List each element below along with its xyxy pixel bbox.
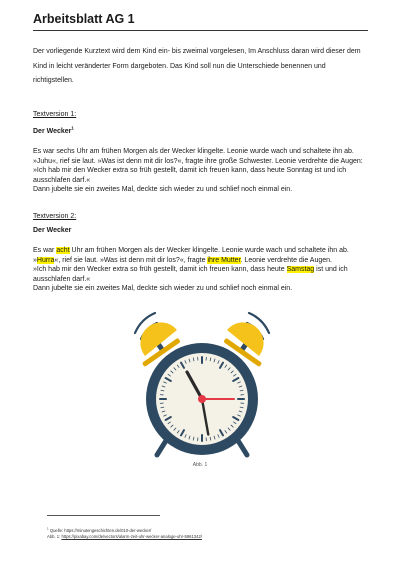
version2-label: Textversion 2: (33, 213, 77, 220)
highlight-change: Hurra (36, 256, 55, 264)
version1-story-title (33, 127, 74, 137)
version1-paragraph-2: »Ich hab mir den Wecker extra so früh gestellt, damit ich freuen kann, dass heute Sonntag ist und ich ausschlafen darf.« (33, 167, 347, 184)
clock-center (198, 395, 206, 403)
figure-credit-label: Abb. 1: (47, 534, 62, 540)
intro-paragraph: Der vorliegende Kurztext wird dem Kind ein- bis zweimal vorgelesen, Im Anschluss daran wird dieser dem Kind in leicht veränderter Form dargeboten. Das Kind soll nun die Unterschiede benennen und richtigstellen. (33, 48, 361, 84)
version2-text (33, 246, 373, 294)
version1-label: Textversion 1: (33, 111, 77, 118)
footnote-2 (47, 534, 377, 540)
version1-paragraph-1: Es war sechs Uhr am frühen Morgen als der Wecker klingelte. Leonie wurde wach und schaltete ihn ab. »Juhu«, rief sie laut. »Was ist denn mit dir los?«, fragte ihre große Schwester. Leonie verdrehte die Augen: (33, 148, 363, 165)
version1-text (33, 147, 373, 195)
version1-paragraph-3: Dann jubelte sie ein zweites Mal, deckte sich wieder zu und schlief noch einmal ein. (33, 186, 293, 194)
highlight-change: acht (56, 247, 70, 254)
highlight-change: ihre Mutter (207, 256, 241, 264)
footnote-mark: 1 (71, 125, 74, 131)
highlight-change: Samstag (286, 266, 315, 274)
image-caption: Abb. 1 (192, 462, 208, 468)
version2-paragraph-2 (33, 265, 373, 284)
version2-paragraph-3: Dann jubelte sie ein zweites Mal, deckte sich wieder zu und schlief noch einmal ein. (33, 285, 293, 293)
version1-title-text: Der Wecker (33, 128, 72, 135)
text-run: Es war (33, 247, 57, 254)
version2-paragraph-1 (33, 246, 373, 265)
text-run: ist und ich ausschlafen darf.« (33, 266, 348, 283)
text-run: Uhr am frühen Morgen als der Wecker klingelte. Leonie wurde wach und schaltete ihn ab. » (33, 247, 349, 264)
version2-story-title: Der Wecker (33, 227, 72, 234)
text-run: «, rief sie laut. »Was ist denn mit dir los?«, fragte (54, 256, 208, 264)
footnotes (47, 528, 377, 540)
page-title: Arbeitsblatt AG 1 (33, 11, 368, 31)
footnote-divider (47, 515, 160, 516)
footnote-number: 1 (47, 526, 49, 531)
figure-credit-link[interactable]: https://pixabay.com/de/vectors/alarm-zeit-uhr-wecker-analoge-uhr-5961342/ (61, 534, 202, 540)
alarm-clock-icon (127, 309, 277, 459)
footnote-source: Quelle: https://minutengeschichten.de/010-der-wecker/ (48, 528, 152, 533)
text-run: »Ich hab mir den Wecker extra so früh gestellt, damit ich freuen kann, dass heute (33, 266, 287, 274)
text-run: . Leonie verdrehte die Augen. (240, 256, 332, 264)
